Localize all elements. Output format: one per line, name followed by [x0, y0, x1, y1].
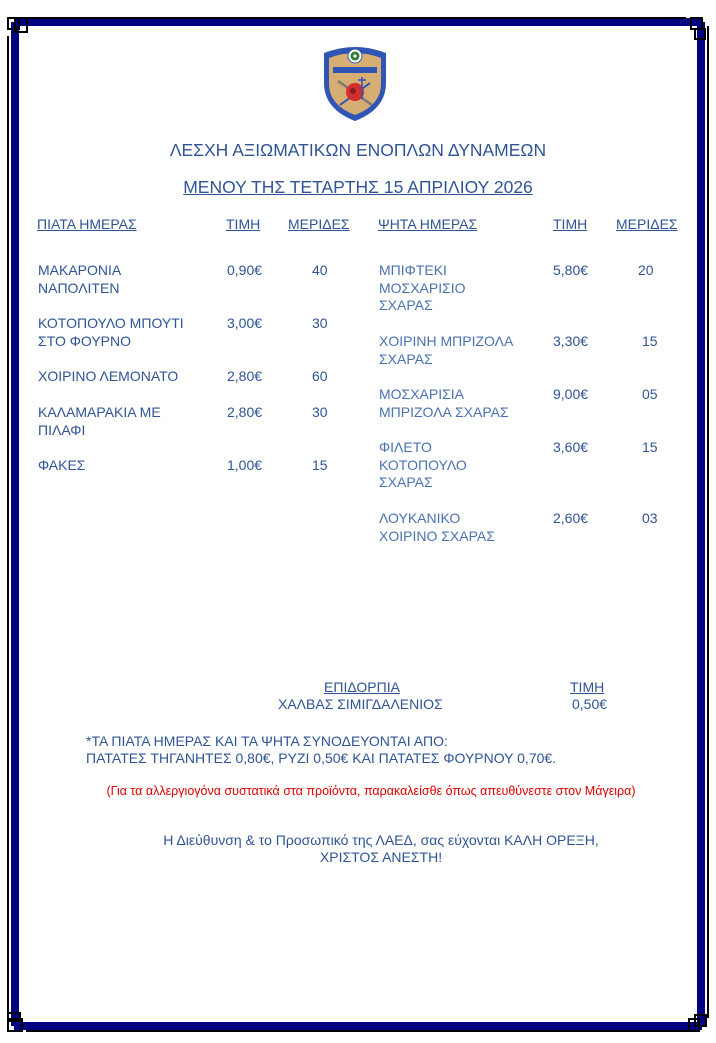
dessert-price: 0,50€ — [572, 696, 608, 712]
item-portions: 60 — [312, 368, 328, 384]
item-name — [379, 439, 467, 492]
item-name-line: ΚΑΛΑΜΑΡΑΚΙΑ ΜΕ — [38, 404, 161, 420]
item-price: 1,00€ — [227, 457, 263, 473]
border-line-right — [707, 26, 709, 1018]
item-portions: 15 — [642, 439, 658, 455]
item-name-line: ΣΧΑΡΑΣ — [379, 474, 433, 490]
item-name-line: ΜΠΙΦΤΕΚΙ — [379, 262, 447, 278]
item-price: 3,00€ — [227, 315, 263, 331]
item-name-line: ΝΑΠΟΛΙΤΕΝ — [38, 279, 120, 296]
sides-note-line: ΠΑΤΑΤΕΣ ΤΗΓΑΝΗΤΕΣ 0,80€, ΡΥΖΙ 0,50€ ΚΑΙ ΠΑΤΑΤΕΣ ΦΟΥΡΝΟΥ 0,70€. — [86, 750, 557, 766]
border-line-bottom — [26, 1030, 692, 1032]
item-name-line: ΧΟΙΡΙΝΟ ΣΧΑΡΑΣ — [379, 527, 495, 544]
border-bottom — [14, 1022, 702, 1030]
corner-ornament-tl2 — [14, 17, 28, 33]
item-name — [379, 262, 466, 315]
dessert-name: ΧΑΛΒΑΣ ΣΙΜΙΓΔΑΛΕΝΙΟΣ — [278, 696, 443, 712]
closing-wish — [0, 832, 716, 866]
closing-wish-line: ΧΡΙΣΤΟΣ ΑΝΕΣΤΗ! — [319, 849, 443, 865]
item-name-line: ΣΤΟ ΦΟΥΡΝΟ — [38, 332, 132, 349]
grill-dishes-heading: ΨΗΤΑ ΗΜΕΡΑΣ — [378, 216, 478, 232]
item-name-line: ΜΑΚΑΡΟΝΙΑ — [38, 262, 122, 278]
daily-portions-heading: ΜΕΡΙΔΕΣ — [288, 216, 350, 232]
item-price: 9,00€ — [553, 386, 589, 402]
corner-ornament-br2 — [688, 1018, 700, 1032]
item-portions: 30 — [312, 315, 328, 331]
border-right — [697, 22, 705, 1026]
item-portions: 15 — [642, 333, 658, 349]
item-name-line: ΚΟΤΟΠΟΥΛΟ ΜΠΟΥΤΙ — [38, 315, 184, 331]
item-portions: 20 — [638, 262, 654, 278]
closing-wish-line: Η Διεύθυνση & το Προσωπικό της ΛΑΕΔ, σας εύχονται ΚΑΛΗ ΟΡΕΞΗ, — [163, 832, 599, 848]
club-name: ΛΕΣΧΗ ΑΞΙΩΜΑΤΙΚΩΝ ΕΝΟΠΛΩΝ ΔΥΝΑΜΕΩΝ — [169, 140, 547, 160]
item-name-line: ΠΙΛΑΦΙ — [38, 421, 86, 438]
item-name — [38, 262, 121, 297]
border-line-top — [26, 17, 686, 19]
item-name — [379, 510, 495, 545]
menu-title: ΜΕΝΟΥ ΤΗΣ ΤΕΤΑΡΤΗΣ 15 ΑΠΡΙΛΙΟΥ 2026 — [183, 177, 533, 197]
daily-price-heading: ΤΙΜΗ — [226, 216, 261, 232]
item-portions: 40 — [312, 262, 328, 278]
item-name — [38, 315, 184, 350]
item-price: 5,80€ — [553, 262, 589, 278]
item-name — [38, 404, 161, 439]
item-name-line: ΛΟΥΚΑΝΙΚΟ — [379, 510, 461, 526]
item-name — [379, 333, 513, 368]
item-price: 0,90€ — [227, 262, 263, 278]
item-name-line: ΜΟΣΧΑΡΙΣΙΑ — [379, 386, 464, 402]
corner-ornament-bl2 — [7, 1012, 21, 1022]
item-price: 3,30€ — [553, 333, 589, 349]
shield-emblem-icon — [320, 45, 390, 123]
item-name-line: ΚΟΤΟΠΟΥΛΟ — [379, 456, 467, 473]
item-portions: 30 — [312, 404, 328, 420]
sides-note — [86, 733, 556, 767]
border-top — [14, 18, 702, 26]
item-portions: 15 — [312, 457, 328, 473]
item-name-line: ΜΟΣΧΑΡΙΣΙΟ — [379, 279, 466, 296]
item-name-line: ΣΧΑΡΑΣ — [379, 350, 433, 367]
grill-price-heading: ΤΙΜΗ — [553, 216, 588, 232]
item-price: 2,80€ — [227, 404, 263, 420]
allergy-notice: (Για τα αλλεργιογόνα συστατικά στα προϊόντα, παρακαλείσθε όπως απευθύνεστε στον Μάγειρα) — [106, 784, 636, 798]
item-portions: 05 — [642, 386, 658, 402]
item-name-line: ΣΧΑΡΑΣ — [379, 297, 433, 313]
item-price: 3,60€ — [553, 439, 589, 455]
item-price: 2,60€ — [553, 510, 589, 526]
item-name-line: ΧΟΙΡΙΝΗ ΜΠΡΙΖΟΛΑ — [379, 333, 514, 349]
border-left — [11, 22, 19, 1026]
dessert-heading: ΕΠΙΔΟΡΠΙΑ — [324, 679, 400, 695]
daily-dishes-heading: ΠΙΑΤΑ ΗΜΕΡΑΣ — [37, 216, 137, 232]
item-name-line: ΧΟΙΡΙΝΟ ΛΕΜΟΝΑΤΟ — [38, 368, 179, 384]
dessert-price-heading: ΤΙΜΗ — [570, 679, 605, 695]
sides-note-line: *ΤΑ ΠΙΑΤΑ ΗΜΕΡΑΣ ΚΑΙ ΤΑ ΨΗΤΑ ΣΥΝΟΔΕΥΟΝΤΑΙ ΑΠΟ: — [86, 733, 448, 749]
item-name — [38, 368, 178, 386]
item-portions: 03 — [642, 510, 658, 526]
item-name-line: ΦΑΚΕΣ — [38, 457, 86, 473]
item-name-line: ΦΙΛΕΤΟ — [379, 439, 432, 455]
grill-portions-heading: ΜΕΡΙΔΕΣ — [616, 216, 678, 232]
item-name-line: ΜΠΡΙΖΟΛΑ ΣΧΑΡΑΣ — [379, 403, 509, 420]
corner-ornament-tr2 — [694, 28, 706, 40]
item-name — [38, 457, 85, 475]
item-name — [379, 386, 509, 421]
item-price: 2,80€ — [227, 368, 263, 384]
